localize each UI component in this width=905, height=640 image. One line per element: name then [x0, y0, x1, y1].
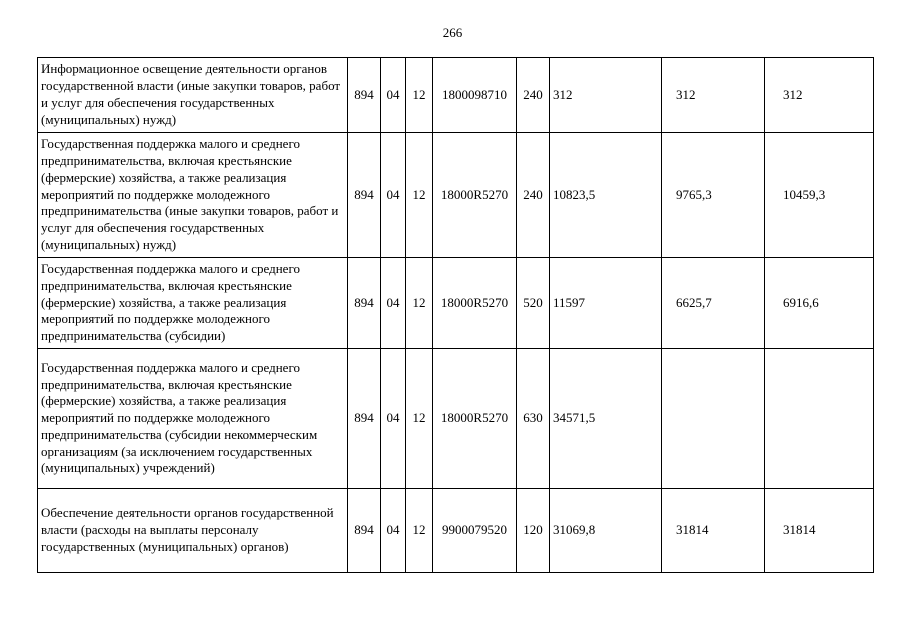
amount-3-cell: 6916,6: [765, 258, 874, 349]
expense-type-cell: 520: [517, 258, 550, 349]
section-code-cell: 04: [381, 349, 406, 489]
section-code-cell: 04: [381, 489, 406, 573]
amount-1-cell: 10823,5: [550, 133, 662, 258]
amount-2-cell: 312: [662, 58, 765, 133]
target-article-cell: 18000R5270: [433, 349, 517, 489]
subsection-code-cell: 12: [406, 349, 433, 489]
table-row: [38, 258, 874, 349]
target-article-cell: 1800098710: [433, 58, 517, 133]
table-row: [38, 133, 874, 258]
expense-name-cell: Государственная поддержка малого и среднего предпринимательства, включая крестьянские (фермерские) хозяйства, а также реализация мероприятий по поддержке молодежного предпринимательства (иные закупки товаров, работ и услуг для обеспечения государственных (муниципальных) нужд): [38, 133, 348, 258]
amount-3-cell: 31814: [765, 489, 874, 573]
ministry-code-cell: 894: [348, 58, 381, 133]
amount-3-cell: 10459,3: [765, 133, 874, 258]
amount-1-cell: 34571,5: [550, 349, 662, 489]
ministry-code-cell: 894: [348, 133, 381, 258]
table-row: [38, 58, 874, 133]
expense-type-cell: 120: [517, 489, 550, 573]
amount-1-cell: 312: [550, 58, 662, 133]
subsection-code-cell: 12: [406, 58, 433, 133]
table-row: [38, 349, 874, 489]
ministry-code-cell: 894: [348, 349, 381, 489]
amount-2-cell: 6625,7: [662, 258, 765, 349]
amount-2-cell: 9765,3: [662, 133, 765, 258]
expense-name-cell: Государственная поддержка малого и среднего предпринимательства, включая крестьянские (фермерские) хозяйства, а также реализация мероприятий по поддержке молодежного предпринимательства (субсидии): [38, 258, 348, 349]
subsection-code-cell: 12: [406, 258, 433, 349]
amount-2-cell: [662, 349, 765, 489]
amount-1-cell: 31069,8: [550, 489, 662, 573]
target-article-cell: 9900079520: [433, 489, 517, 573]
page-number: 266: [442, 25, 463, 40]
target-article-cell: 18000R5270: [433, 133, 517, 258]
expense-name-cell: Обеспечение деятельности органов государственной власти (расходы на выплаты персоналу государственных (муниципальных) органов): [38, 489, 348, 573]
amount-3-cell: [765, 349, 874, 489]
subsection-code-cell: 12: [406, 489, 433, 573]
amount-2-cell: 31814: [662, 489, 765, 573]
section-code-cell: 04: [381, 58, 406, 133]
section-code-cell: 04: [381, 258, 406, 349]
section-code-cell: 04: [381, 133, 406, 258]
expense-name-cell: Государственная поддержка малого и среднего предпринимательства, включая крестьянские (фермерские) хозяйства, а также реализация мероприятий по поддержке молодежного предпринимательства (субсидии некоммерческим организациям (за исключением государственных (муниципальных) учреждений): [38, 349, 348, 489]
expense-name-cell: Информационное освещение деятельности органов государственной власти (иные закупки товаров, работ и услуг для обеспечения государственных (муниципальных) нужд): [38, 58, 348, 133]
table-row: [38, 489, 874, 573]
subsection-code-cell: 12: [406, 133, 433, 258]
ministry-code-cell: 894: [348, 489, 381, 573]
expense-type-cell: 630: [517, 349, 550, 489]
ministry-code-cell: 894: [348, 258, 381, 349]
target-article-cell: 18000R5270: [433, 258, 517, 349]
expense-type-cell: 240: [517, 133, 550, 258]
amount-3-cell: 312: [765, 58, 874, 133]
expense-type-cell: 240: [517, 58, 550, 133]
budget-table: [37, 57, 874, 573]
amount-1-cell: 11597: [550, 258, 662, 349]
